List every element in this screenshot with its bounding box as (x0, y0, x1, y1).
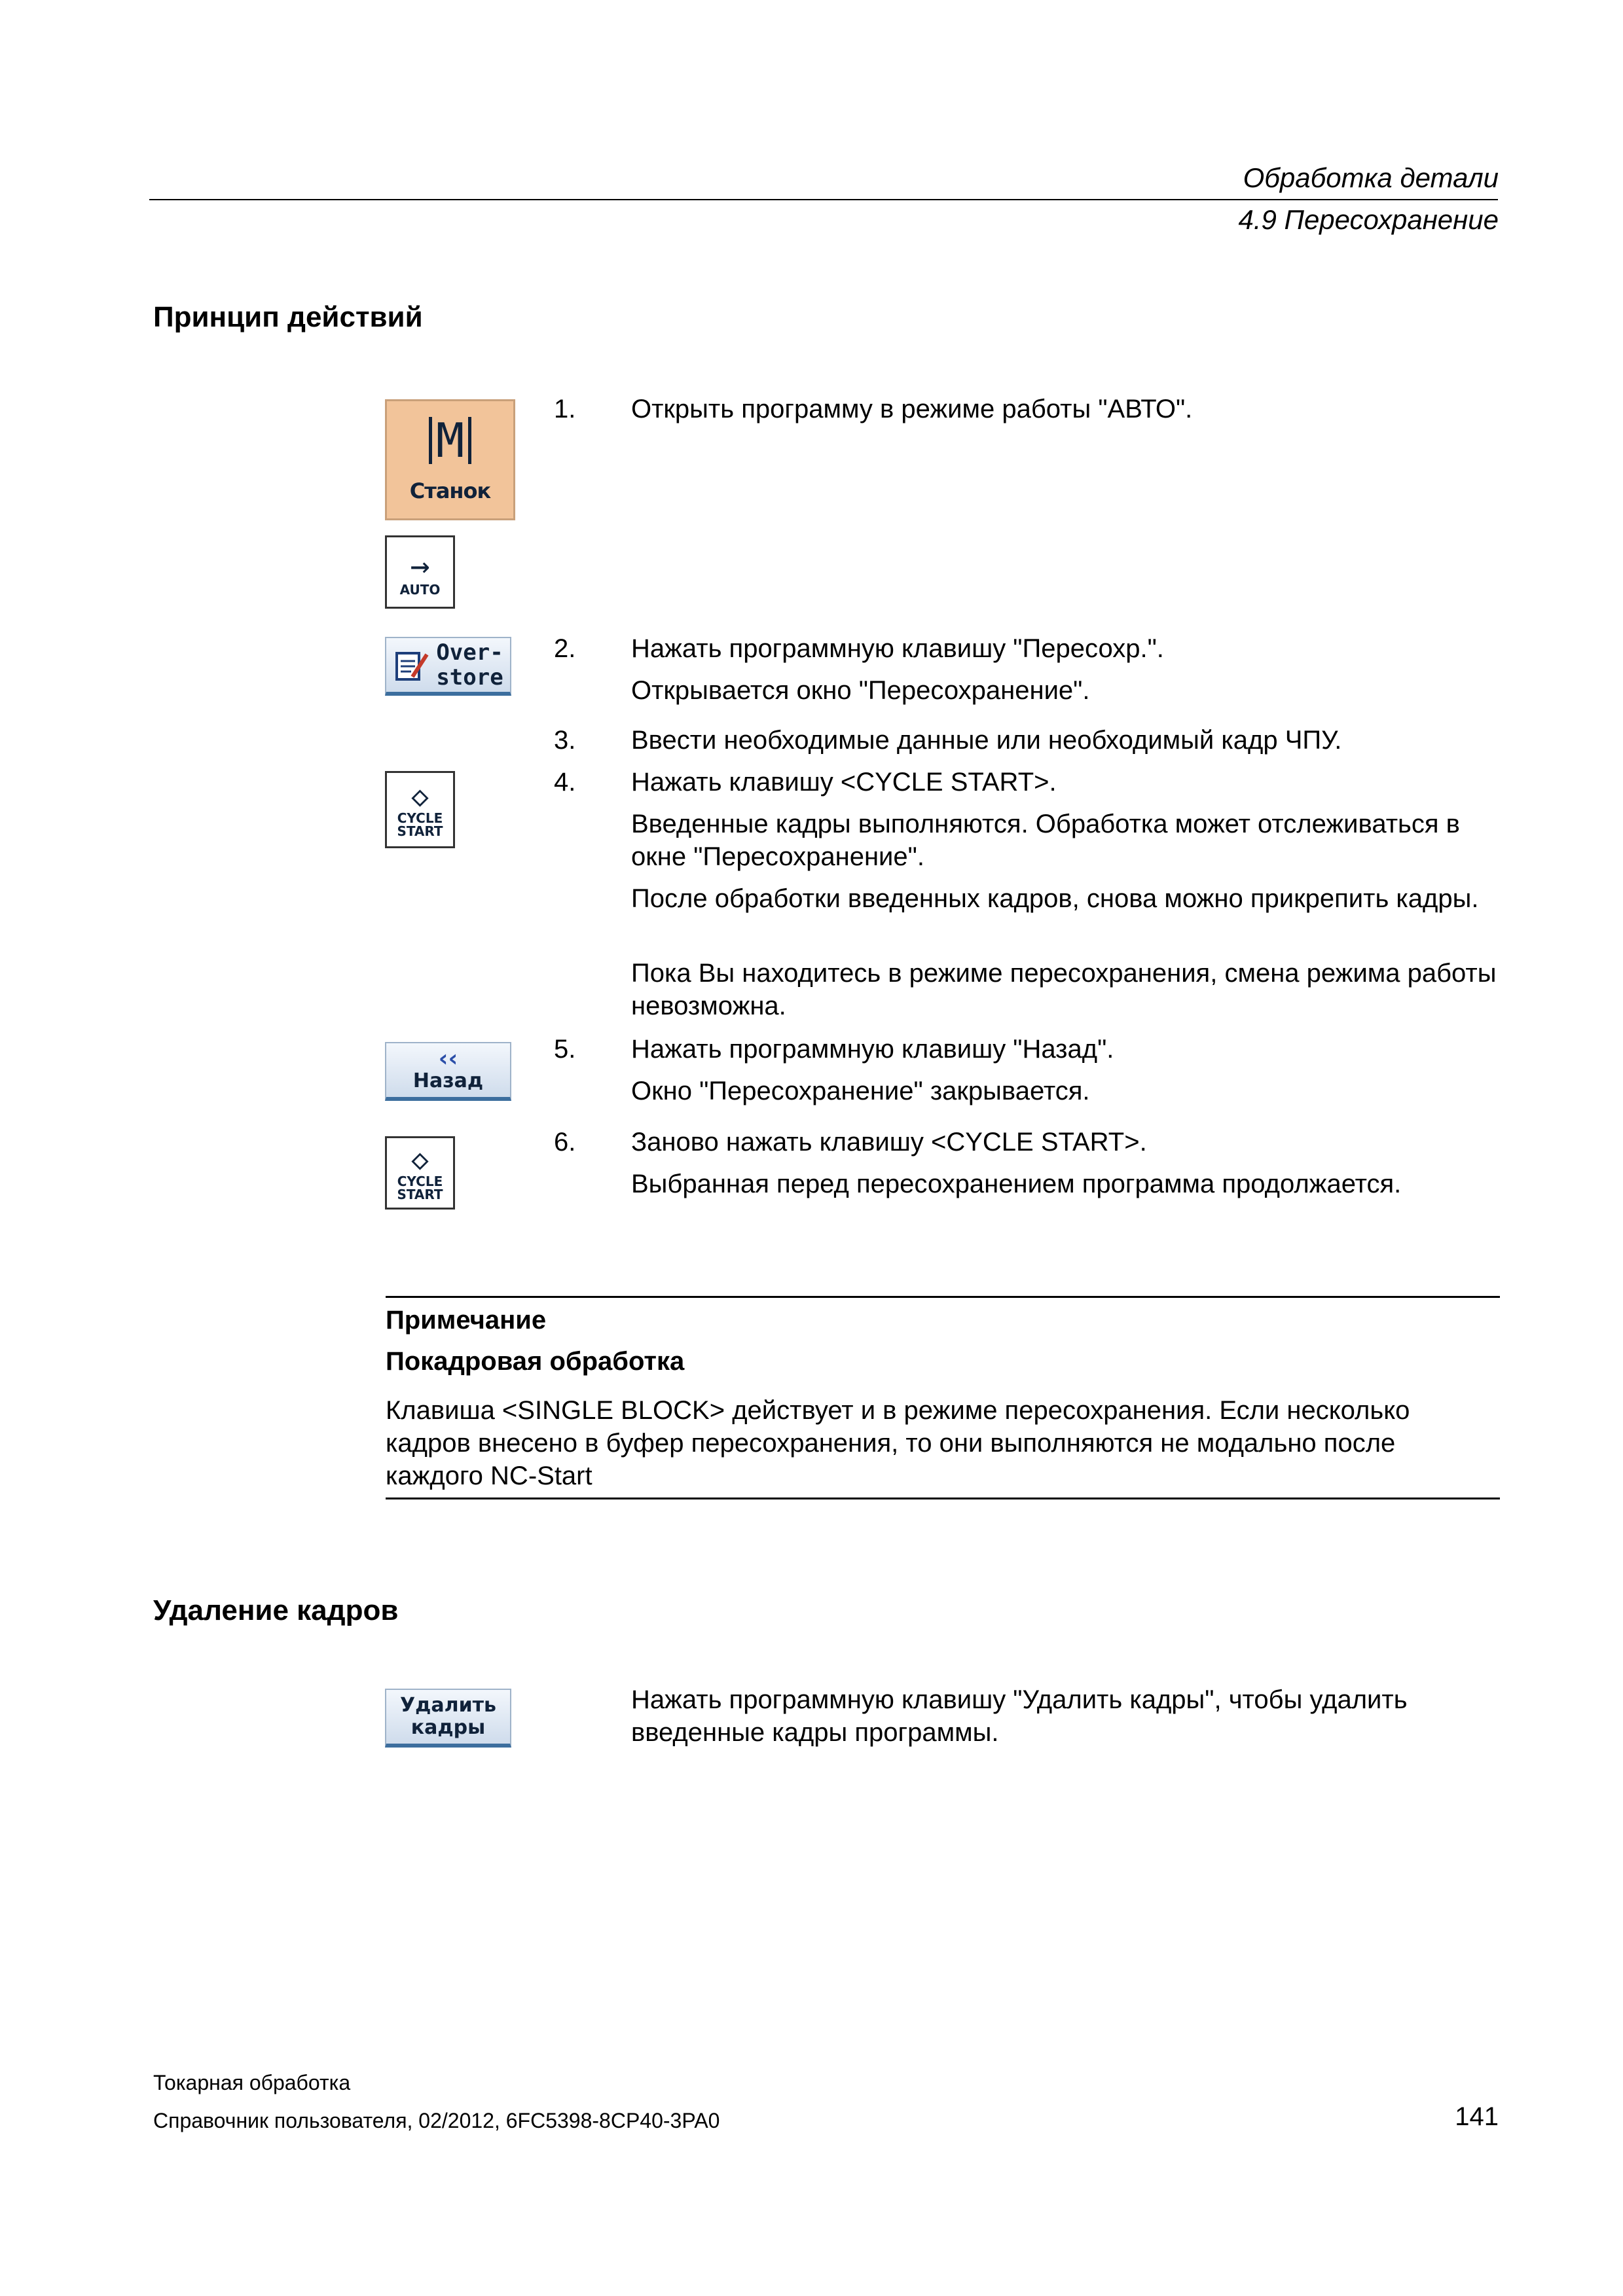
step-text: Открыть программу в режиме работы "АВТО". (631, 395, 1193, 423)
note-text: Клавиша <SINGLE BLOCK> действует и в режиме пересохранения. Если несколько кадров внесено в буфер пересохранения, то они выполняются не модально после каждого NC-Start (386, 1396, 1410, 1490)
auto-key-icon (385, 535, 455, 609)
cycle-start-icon (385, 771, 455, 848)
note-title: Покадровая обработка (386, 1347, 685, 1376)
cycle-start-label-line2: START (397, 1187, 443, 1202)
step-text: Нажать программную клавишу "Пересохр.". (631, 634, 1164, 663)
header-chapter: Обработка детали (1243, 162, 1499, 193)
section-title-delete-blocks: Удаление кадров (153, 1594, 399, 1626)
delete-blocks-label-line1: Удалить (400, 1694, 496, 1717)
double-chevron-left-icon: ‹‹ (438, 1045, 458, 1072)
step-number: 5. (554, 1035, 576, 1064)
note-bottom-rule (386, 1498, 1500, 1499)
header-rule (149, 199, 1498, 200)
delete-blocks-softkey-icon (385, 1689, 511, 1748)
overstore-softkey-icon (385, 637, 511, 696)
auto-arrow-glyph: → (410, 547, 430, 584)
step-text: Заново нажать клавишу <CYCLE START>. (631, 1128, 1147, 1157)
note-top-rule (386, 1296, 1500, 1298)
notepad-pencil-icon (393, 647, 429, 683)
page-number: 141 (1455, 2102, 1499, 2131)
step-number: 4. (554, 768, 576, 797)
delete-blocks-text: Нажать программную клавишу "Удалить кадры", чтобы удалить введенные кадры программы. (631, 1685, 1408, 1747)
header-section: 4.9 Пересохранение (1238, 204, 1499, 235)
footer-edition: Справочник пользователя, 02/2012, 6FC5398-8CP40-3PA0 (153, 2109, 720, 2132)
back-key-label: Назад (412, 1069, 484, 1092)
note-label: Примечание (386, 1306, 547, 1335)
machine-m-glyph: M (429, 417, 471, 464)
step-text: Ввести необходимые данные или необходимый кадр ЧПУ. (631, 726, 1342, 755)
step-text: Открывается окно "Пересохранение". (631, 676, 1090, 705)
step-number: 3. (554, 726, 576, 755)
step-number: 6. (554, 1128, 576, 1157)
cycle-start-label-line1: CYCLE (397, 1174, 443, 1189)
step-text: Выбранная перед пересохранением программа продолжается. (631, 1170, 1402, 1198)
step-text: Пока Вы находитесь в режиме пересохранения, смена режима работы невозможна. (631, 959, 1497, 1020)
auto-key-label: AUTO (399, 582, 441, 598)
step-number: 2. (554, 634, 576, 663)
cycle-start-label-line2: START (397, 823, 443, 839)
machine-key-icon (385, 399, 515, 520)
overstore-label-line1: Over- (436, 639, 503, 666)
section-title-principle: Принцип действий (153, 301, 423, 333)
back-softkey-icon (385, 1042, 511, 1101)
step-text: Окно "Пересохранение" закрывается. (631, 1077, 1090, 1105)
cycle-start-icon (385, 1136, 455, 1210)
step-text: Нажать программную клавишу "Назад". (631, 1035, 1114, 1064)
delete-blocks-label-line2: кадры (410, 1716, 486, 1739)
overstore-label-line2: store (436, 664, 503, 691)
machine-key-label: Станок (409, 478, 491, 503)
footer-book-title: Токарная обработка (153, 2071, 351, 2094)
step-text: Нажать клавишу <CYCLE START>. (631, 768, 1057, 797)
cycle-start-glyph: ◇ (411, 780, 429, 813)
step-text: Введенные кадры выполняются. Обработка может отслеживаться в окне "Пересохранение". (631, 810, 1460, 871)
step-number: 1. (554, 395, 576, 423)
cycle-start-label-line1: CYCLE (397, 810, 443, 826)
step-text: После обработки введенных кадров, снова можно прикрепить кадры. (631, 884, 1479, 913)
cycle-start-glyph: ◇ (411, 1143, 429, 1176)
